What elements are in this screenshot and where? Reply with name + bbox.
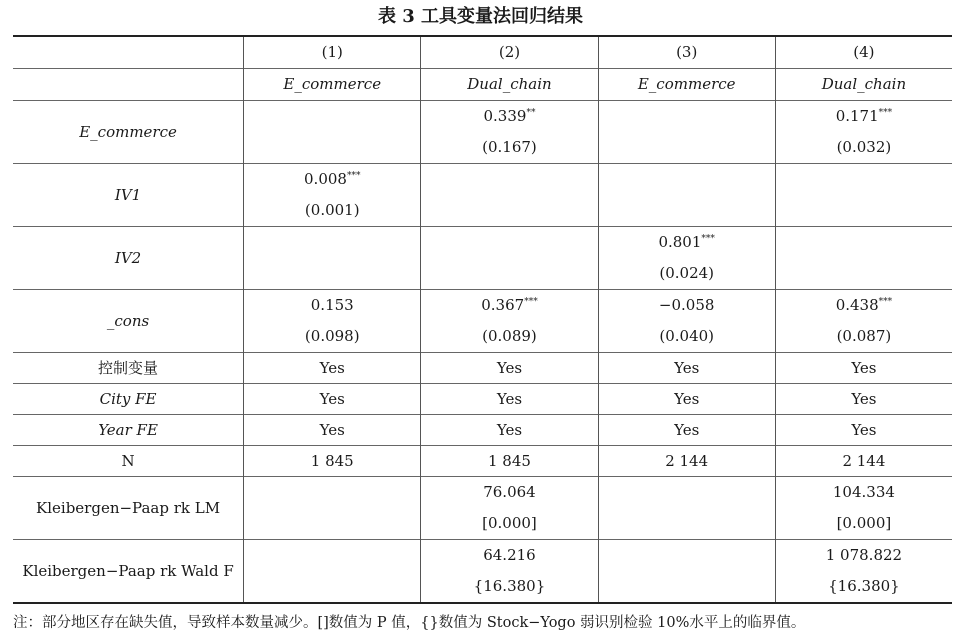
standard-error [421, 195, 597, 226]
estimate-cell [598, 100, 775, 163]
statistic-value [599, 540, 775, 571]
estimate-cell [598, 289, 775, 352]
significance-stars: ** [526, 107, 536, 118]
statistic-value [244, 540, 420, 571]
table-row [13, 414, 952, 445]
statistic-cell [775, 539, 952, 603]
table-cell: Yes [244, 352, 421, 383]
standard-error: (0.001) [304, 200, 360, 219]
standard-error [776, 258, 952, 289]
table-cell: Yes [775, 383, 952, 414]
dependent-variable: Dual_chain [421, 68, 598, 100]
table-row [13, 289, 952, 352]
statistic-value [244, 477, 420, 508]
table-row [13, 100, 952, 163]
estimate-cell [244, 100, 421, 163]
statistic-cell [598, 476, 775, 539]
standard-error: (0.024) [659, 263, 715, 282]
table-row [13, 383, 952, 414]
estimate-cell [244, 289, 421, 352]
col-number: (1) [244, 36, 421, 68]
dependent-variable: Dual_chain [775, 68, 952, 100]
standard-error [421, 258, 597, 289]
table-cell: Yes [775, 414, 952, 445]
coefficient: 0.153 [310, 295, 354, 314]
table-note: 注：部分地区存在缺失值，导致样本数量减少。[]数值为 P 值，{}数值为 Stock−Yogo 弱识别检验 10%水平上的临界值。 [13, 615, 806, 631]
significance-stars: *** [346, 170, 361, 181]
standard-error [599, 132, 775, 163]
estimate-cell [775, 100, 952, 163]
row-label: City FE [13, 383, 244, 414]
coefficient: 0.171 [835, 106, 879, 125]
table-cell: 1 845 [244, 445, 421, 476]
table-cell: 2 144 [775, 445, 952, 476]
p-value [244, 508, 420, 539]
col-number: (3) [598, 36, 775, 68]
row-label: IV2 [13, 226, 244, 289]
coefficient: 0.367 [481, 295, 525, 314]
table-cell: Yes [244, 414, 421, 445]
statistic-cell [244, 539, 421, 603]
estimate-cell [244, 163, 421, 226]
coefficient: 0.339 [483, 106, 527, 125]
regression-table [13, 35, 952, 604]
standard-error: (0.087) [836, 326, 892, 345]
table-row [13, 163, 952, 226]
row-label: 控制变量 [13, 352, 244, 383]
table-cell: Yes [421, 383, 598, 414]
standard-error [776, 195, 952, 226]
standard-error: (0.089) [482, 326, 537, 345]
row-label: E_commerce [13, 100, 244, 163]
row-label: Kleibergen−Paap rk LM [13, 476, 244, 539]
standard-error: (0.098) [304, 326, 360, 345]
significance-stars: *** [878, 107, 893, 118]
statistic-value: 76.064 [483, 482, 536, 501]
standard-error: (0.032) [836, 137, 892, 156]
statistic-value: 1 078.822 [825, 545, 903, 564]
standard-error: (0.040) [659, 326, 715, 345]
statistic-value: 64.216 [483, 545, 536, 564]
statistic-cell [421, 476, 598, 539]
header-corner-cell [13, 36, 244, 68]
table-cell: Yes [244, 383, 421, 414]
statistic-cell [244, 476, 421, 539]
col-number: (2) [421, 36, 598, 68]
row-label: N [13, 445, 244, 476]
coefficient: −0.058 [658, 295, 715, 314]
significance-stars: *** [701, 233, 715, 244]
critical-value [599, 571, 775, 602]
standard-error [244, 258, 420, 289]
header-dependent-row [13, 68, 952, 100]
standard-error: (0.167) [482, 137, 537, 156]
table-cell: Yes [775, 352, 952, 383]
critical-value: {16.380} [828, 576, 900, 595]
row-label: _cons [13, 289, 244, 352]
table-cell: Yes [421, 352, 598, 383]
statistic-cell [598, 539, 775, 603]
header-numbers-row [13, 36, 952, 68]
table-row [13, 352, 952, 383]
standard-error [244, 132, 420, 163]
table-row [13, 539, 952, 603]
critical-value: {16.380} [473, 576, 546, 595]
dependent-variable: E_commerce [598, 68, 775, 100]
row-label: Year FE [13, 414, 244, 445]
table-title: 表 3 工具变量法回归结果 [377, 6, 584, 27]
estimate-cell [598, 226, 775, 289]
table-row [13, 476, 952, 539]
estimate-cell [421, 289, 598, 352]
row-label: IV1 [13, 163, 244, 226]
statistic-cell [421, 539, 598, 603]
table-row [13, 226, 952, 289]
p-value: [0.000] [836, 513, 892, 532]
header-corner-cell [13, 68, 244, 100]
table-cell: Yes [598, 383, 775, 414]
table-cell: Yes [598, 352, 775, 383]
table-cell: Yes [598, 414, 775, 445]
coefficient: 0.801 [658, 232, 702, 251]
coefficient: 0.438 [835, 295, 879, 314]
estimate-cell [775, 226, 952, 289]
statistic-cell [775, 476, 952, 539]
table-cell: 1 845 [421, 445, 598, 476]
estimate-cell [775, 163, 952, 226]
p-value: [0.000] [482, 513, 537, 532]
significance-stars: *** [878, 296, 893, 307]
estimate-cell [244, 226, 421, 289]
statistic-value [599, 477, 775, 508]
estimate-cell [775, 289, 952, 352]
critical-value [244, 571, 420, 602]
p-value [599, 508, 775, 539]
statistic-value: 104.334 [832, 482, 895, 501]
col-number: (4) [775, 36, 952, 68]
significance-stars: *** [524, 296, 538, 307]
estimate-cell [421, 163, 598, 226]
estimate-cell [598, 163, 775, 226]
estimate-cell [421, 226, 598, 289]
standard-error [599, 195, 775, 226]
table-row [13, 445, 952, 476]
table-cell: 2 144 [598, 445, 775, 476]
coefficient: 0.008 [304, 169, 347, 188]
table-cell: Yes [421, 414, 598, 445]
dependent-variable: E_commerce [244, 68, 421, 100]
row-label: Kleibergen−Paap rk Wald F [13, 539, 244, 603]
estimate-cell [421, 100, 598, 163]
